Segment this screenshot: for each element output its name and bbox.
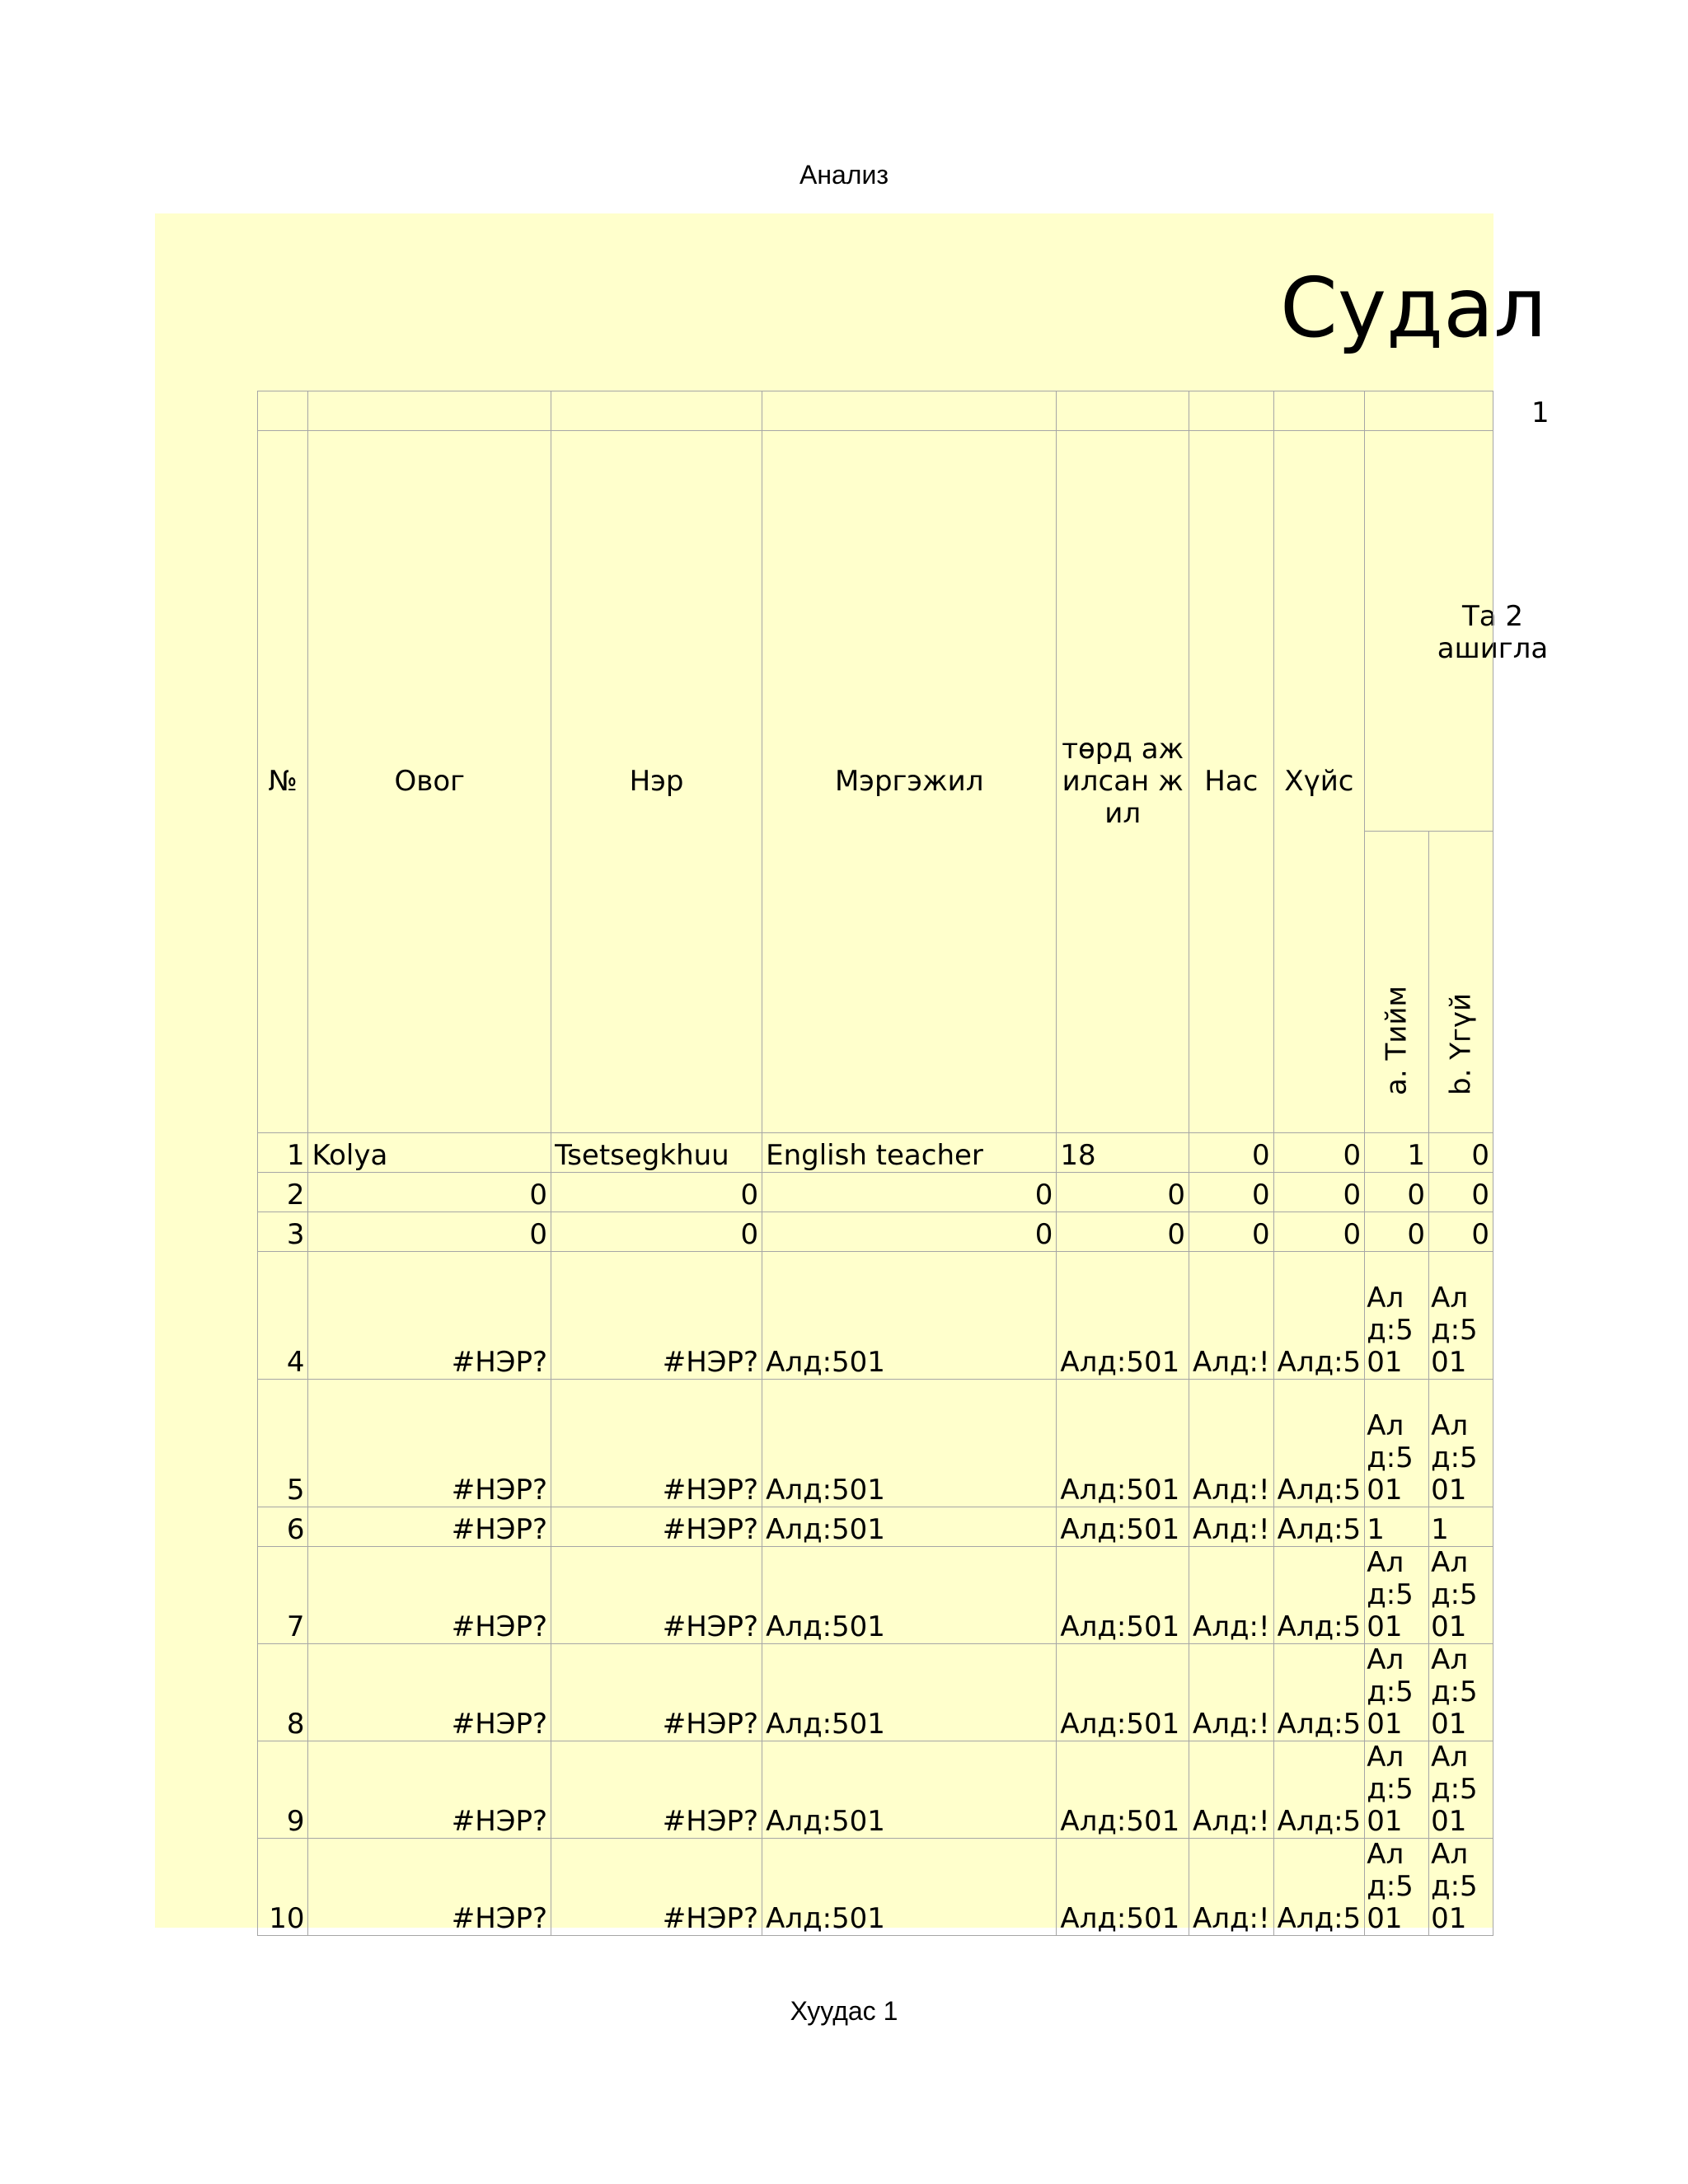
table-cell[interactable]: #НЭР? bbox=[308, 1839, 551, 1936]
table-cell[interactable]: 0 bbox=[1429, 1173, 1493, 1212]
table-cell[interactable]: Алд:501 bbox=[762, 1644, 1057, 1741]
table-cell[interactable]: Алд:501 bbox=[1057, 1252, 1189, 1380]
cell[interactable] bbox=[258, 391, 308, 431]
question-header-cell[interactable] bbox=[1365, 431, 1493, 832]
table-row bbox=[258, 1839, 1493, 1936]
table-cell[interactable]: 1 bbox=[1365, 1507, 1429, 1547]
table-cell[interactable]: Алд:501 bbox=[1429, 1380, 1493, 1507]
table-cell[interactable]: #НЭР? bbox=[551, 1252, 762, 1380]
table-cell[interactable]: 1 bbox=[1365, 1133, 1429, 1173]
table-cell[interactable]: Алд:! bbox=[1189, 1507, 1274, 1547]
table-cell[interactable]: 0 bbox=[1365, 1173, 1429, 1212]
table-row bbox=[258, 1133, 1493, 1173]
table-cell[interactable]: Алд:! bbox=[1189, 1839, 1274, 1936]
table-cell[interactable]: Алд:501 bbox=[762, 1507, 1057, 1547]
table-cell[interactable]: #НЭР? bbox=[308, 1252, 551, 1380]
table-cell[interactable]: 0 bbox=[762, 1212, 1057, 1252]
table-row bbox=[258, 1507, 1493, 1547]
table-row bbox=[258, 1212, 1493, 1252]
table-cell[interactable]: Алд:5 bbox=[1273, 1644, 1365, 1741]
table-cell[interactable]: Алд:5 bbox=[1273, 1252, 1365, 1380]
table-cell[interactable]: 7 bbox=[258, 1547, 308, 1644]
table-cell[interactable]: 10 bbox=[258, 1839, 308, 1936]
table-cell[interactable]: Алд:5 bbox=[1273, 1380, 1365, 1507]
table-cell[interactable]: Алд:501 bbox=[1365, 1380, 1429, 1507]
table-cell[interactable]: 0 bbox=[1273, 1173, 1365, 1212]
table-cell[interactable]: Алд:! bbox=[1189, 1741, 1274, 1839]
table-cell[interactable]: #НЭР? bbox=[308, 1507, 551, 1547]
yes-label: a. Тийм bbox=[1380, 985, 1414, 1095]
col-header-name[interactable]: Нэр bbox=[551, 431, 762, 1133]
col-header-years[interactable]: төрд ажилсан жил bbox=[1057, 431, 1189, 1133]
table-row bbox=[258, 1173, 1493, 1212]
question-line-2: ашигла bbox=[1437, 632, 1549, 665]
table-cell[interactable]: #НЭР? bbox=[308, 1741, 551, 1839]
table-cell[interactable]: Алд:501 bbox=[762, 1252, 1057, 1380]
cell[interactable] bbox=[551, 391, 762, 431]
table-row bbox=[258, 1644, 1493, 1741]
table-cell[interactable]: 0 bbox=[1273, 1212, 1365, 1252]
data-table bbox=[257, 391, 1493, 1936]
cell[interactable] bbox=[1273, 391, 1365, 431]
col-header-age[interactable]: Нас bbox=[1189, 431, 1274, 1133]
table-cell[interactable]: 0 bbox=[1189, 1173, 1274, 1212]
table-cell[interactable]: English teacher bbox=[762, 1133, 1057, 1173]
table-cell[interactable]: Алд:5 bbox=[1273, 1547, 1365, 1644]
col-header-profession[interactable]: Мэргэжил bbox=[762, 431, 1057, 1133]
header-row-top bbox=[258, 391, 1493, 431]
table-cell[interactable]: #НЭР? bbox=[308, 1644, 551, 1741]
table-cell[interactable]: Tsetsegkhuu bbox=[551, 1133, 762, 1173]
table-cell[interactable]: 0 bbox=[1429, 1212, 1493, 1252]
table-cell[interactable]: 0 bbox=[1365, 1212, 1429, 1252]
col-header-number[interactable]: № bbox=[258, 431, 308, 1133]
question-line-1: Та 2 bbox=[1461, 600, 1524, 633]
table-cell[interactable]: 0 bbox=[551, 1212, 762, 1252]
table-cell[interactable]: Алд:501 bbox=[1429, 1547, 1493, 1644]
col-header-surname[interactable]: Овог bbox=[308, 431, 551, 1133]
table-cell[interactable]: Алд:! bbox=[1189, 1380, 1274, 1507]
table-cell[interactable]: Алд:501 bbox=[1365, 1252, 1429, 1380]
table-cell[interactable]: Алд:501 bbox=[762, 1380, 1057, 1507]
table-cell[interactable]: 0 bbox=[1057, 1173, 1189, 1212]
col-header-no[interactable] bbox=[1429, 832, 1493, 1133]
table-cell[interactable]: 5 bbox=[258, 1380, 308, 1507]
table-cell[interactable]: 9 bbox=[258, 1741, 308, 1839]
table-cell[interactable]: 0 bbox=[1273, 1133, 1365, 1173]
table-cell[interactable]: 0 bbox=[1429, 1133, 1493, 1173]
table-cell[interactable]: 8 bbox=[258, 1644, 308, 1741]
page-footer: Хуудас 1 bbox=[790, 1996, 898, 2026]
question-number-cell[interactable] bbox=[1365, 391, 1493, 431]
header-row-main bbox=[258, 431, 1493, 832]
table-cell[interactable]: #НЭР? bbox=[551, 1741, 762, 1839]
table-cell[interactable]: Алд:501 bbox=[1057, 1507, 1189, 1547]
table-cell[interactable]: #НЭР? bbox=[308, 1547, 551, 1644]
table-cell[interactable]: Алд:501 bbox=[1057, 1741, 1189, 1839]
cell[interactable] bbox=[308, 391, 551, 431]
table-row bbox=[258, 1252, 1493, 1380]
table-cell[interactable]: Алд:! bbox=[1189, 1644, 1274, 1741]
table-cell[interactable]: #НЭР? bbox=[551, 1547, 762, 1644]
table-cell[interactable]: Алд:501 bbox=[1365, 1644, 1429, 1741]
cell[interactable] bbox=[762, 391, 1057, 431]
table-cell[interactable]: Алд:501 bbox=[1429, 1252, 1493, 1380]
table-cell[interactable]: Алд:501 bbox=[762, 1741, 1057, 1839]
table-cell[interactable]: Алд:501 bbox=[1429, 1644, 1493, 1741]
table-row bbox=[258, 1741, 1493, 1839]
table-cell[interactable]: 0 bbox=[1057, 1212, 1189, 1252]
question-number: 1 bbox=[1531, 396, 1550, 429]
table-cell[interactable]: #НЭР? bbox=[551, 1507, 762, 1547]
table-cell[interactable]: 0 bbox=[308, 1173, 551, 1212]
sheet-title: Судал bbox=[1280, 260, 1547, 356]
table-cell[interactable]: 0 bbox=[551, 1173, 762, 1212]
table-cell[interactable]: 18 bbox=[1057, 1133, 1189, 1173]
table-cell[interactable]: Алд:! bbox=[1189, 1547, 1274, 1644]
table-cell[interactable]: 2 bbox=[258, 1173, 308, 1212]
table-cell[interactable]: 6 bbox=[258, 1507, 308, 1547]
table-cell[interactable]: 0 bbox=[308, 1212, 551, 1252]
table-cell[interactable]: 0 bbox=[762, 1173, 1057, 1212]
table-row bbox=[258, 1547, 1493, 1644]
table-cell[interactable]: Алд:501 bbox=[1057, 1547, 1189, 1644]
col-header-yes[interactable] bbox=[1365, 832, 1429, 1133]
table-cell[interactable]: Kolya bbox=[308, 1133, 551, 1173]
table-cell[interactable]: 0 bbox=[1189, 1212, 1274, 1252]
table-cell[interactable]: Алд:501 bbox=[1057, 1839, 1189, 1936]
table-cell[interactable]: Алд:501 bbox=[762, 1547, 1057, 1644]
table-cell[interactable]: Алд:5 bbox=[1273, 1507, 1365, 1547]
table-cell[interactable]: 0 bbox=[1189, 1133, 1274, 1173]
table-cell[interactable]: Алд:501 bbox=[762, 1839, 1057, 1936]
cell[interactable] bbox=[1057, 391, 1189, 431]
table-cell[interactable]: Алд:501 bbox=[1365, 1741, 1429, 1839]
table-cell[interactable]: 1 bbox=[1429, 1507, 1493, 1547]
table-cell[interactable]: Алд:5 bbox=[1273, 1839, 1365, 1936]
table-cell[interactable]: Алд:501 bbox=[1429, 1741, 1493, 1839]
table-cell[interactable]: Алд:! bbox=[1189, 1252, 1274, 1380]
page-header: Анализ bbox=[799, 160, 889, 190]
table-cell[interactable]: #НЭР? bbox=[551, 1380, 762, 1507]
table-cell[interactable]: Алд:501 bbox=[1057, 1644, 1189, 1741]
table-cell[interactable]: Алд:501 bbox=[1429, 1839, 1493, 1936]
table-cell[interactable]: #НЭР? bbox=[551, 1839, 762, 1936]
table-row bbox=[258, 1380, 1493, 1507]
table-cell[interactable]: Алд:501 bbox=[1365, 1547, 1429, 1644]
table-cell[interactable]: 1 bbox=[258, 1133, 308, 1173]
col-header-gender[interactable]: Хүйс bbox=[1273, 431, 1365, 1133]
table-cell[interactable]: Алд:5 bbox=[1273, 1741, 1365, 1839]
cell[interactable] bbox=[1189, 391, 1274, 431]
no-label: b. Үгүй bbox=[1444, 992, 1478, 1095]
table-cell[interactable]: Алд:501 bbox=[1057, 1380, 1189, 1507]
spreadsheet-area bbox=[155, 213, 1550, 1935]
table-cell[interactable]: 3 bbox=[258, 1212, 308, 1252]
table-cell[interactable]: #НЭР? bbox=[308, 1380, 551, 1507]
table-cell[interactable]: Алд:501 bbox=[1365, 1839, 1429, 1936]
table-cell[interactable]: #НЭР? bbox=[551, 1644, 762, 1741]
table-cell[interactable]: 4 bbox=[258, 1252, 308, 1380]
